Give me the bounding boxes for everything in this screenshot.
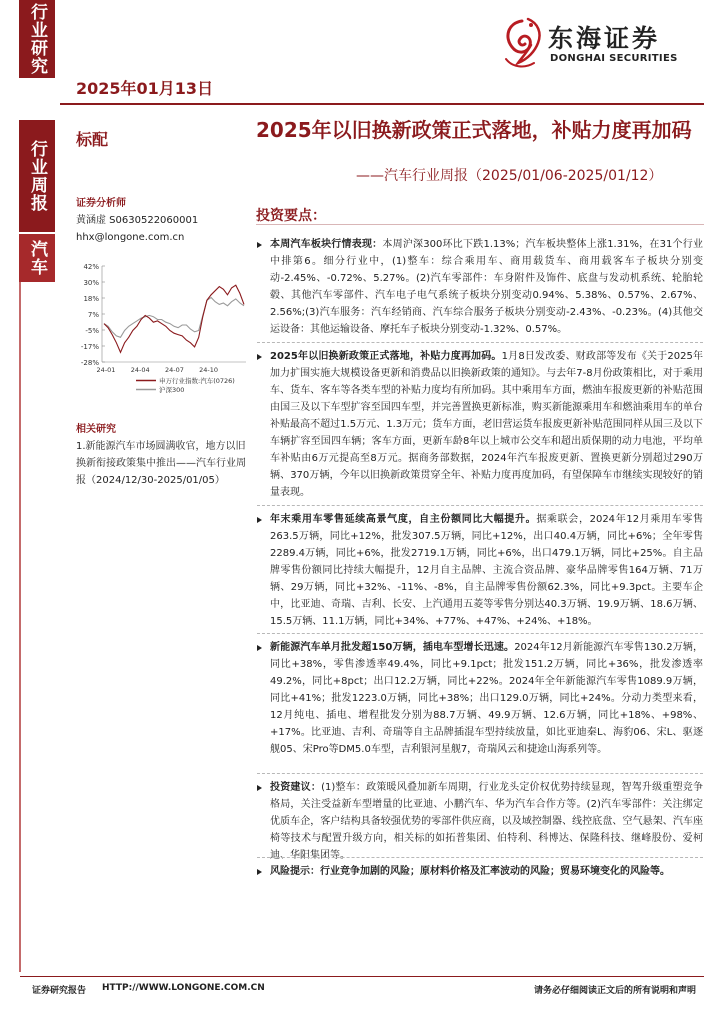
report-type-label: 行业周报 <box>27 140 47 212</box>
related-item: 1.新能源汽车市场圆满收官，地方以旧换新衔接政策集中推出——汽车行业周报（2024/12/30-2025/01/05） <box>76 441 246 486</box>
analyst-label: 证券分析师 <box>76 198 126 209</box>
key-points-rule <box>256 224 704 225</box>
section-divider <box>257 633 703 634</box>
section-heading: 本周汽车板块行情表现： <box>270 239 383 250</box>
side-rule <box>19 282 21 972</box>
analyst-email: hhx@longone.com.cn <box>76 232 185 243</box>
section-investment <box>257 779 703 864</box>
section-text: (1)整车：政策暖风叠加新车周期，行业龙头定价权优势持续显现，智驾升级重塑竞争格局，关注受益新车型增量的比亚迪、小鹏汽车、华为汽车合作方等。(2)汽车零部件：关注绑定优质车企，客户结构具备较强优势的零部件供应商，以及域控制器、线控底盘、空气悬架、汽车座椅等技术与配置升级方向，相关标的如拓普集团、伯特利、科博达、保隆科技、继峰股份、爱柯迪、华阳集团等。 <box>270 782 703 861</box>
section-heading: 年末乘用车零售延续高景气度，自主份额同比大幅提升。 <box>270 514 537 525</box>
series-line <box>104 298 244 338</box>
y-tick-label: 30% <box>83 279 99 287</box>
series-line <box>104 285 244 352</box>
y-tick-label: 7% <box>87 311 99 319</box>
report-title: 2025年以旧换新政策正式落地，补贴力度再加码 <box>256 118 692 142</box>
section-text: 1月8日发改委、财政部等发布《关于2025年加力扩围实施大规模设备更新和消费品以旧换新政策的通知》。与去年7-8月份政策相比，对于乘用车、货车、客车等各类车型的补贴力度均有所加码。其中乘用车方面，燃油车报废更新的补贴范围由国三及以下车型扩容至国四车型，并完善置换更新标准，购买新能源乘用车和燃油乘用车的单台补贴最高不超过1.5万元、1.3万元；货车方面，老旧营运货车报废更新补贴范围同样从国三及以下车辆扩容至国四车辆；客车方面，更新车龄8年以上城市公交车和超出质保期的动力电池，平均单车补贴由6万元提高至8万元。据商务部数据，2024年汽车报废更新、置换更新分别超过290万辆、370万辆，今年以旧换新政策贯穿全年、补贴力度再度加码，有望保障车市继续实现较好的销量表现。 <box>270 351 703 498</box>
y-tick-label: 18% <box>83 295 99 303</box>
section-nev <box>257 639 703 758</box>
y-tick-label: -17% <box>80 343 99 351</box>
logo-english-name: DONGHAI SECURITIES <box>550 53 678 64</box>
company-logo <box>498 15 703 75</box>
x-tick-label: 24-04 <box>130 366 150 374</box>
industry-label: 汽车 <box>27 240 47 276</box>
x-tick-label: 24-07 <box>164 366 184 374</box>
bullet-icon <box>257 645 262 651</box>
related-research <box>76 421 254 489</box>
analyst-block <box>76 195 198 246</box>
section-sales <box>257 511 703 630</box>
x-tick-label: 24-01 <box>96 366 116 374</box>
section-risk <box>257 863 703 880</box>
performance-chart <box>76 258 258 406</box>
report-subtitle: ——汽车行业周报（2025/01/06-2025/01/12） <box>356 168 663 184</box>
report-date: 2025年01月13日 <box>76 79 214 98</box>
bullet-icon <box>257 869 262 875</box>
bullet-icon <box>257 242 262 248</box>
section-text: 本周沪深300环比下跌1.13%；汽车板块整体上涨1.31%，在31个行业中排第6。细分行业中，(1)整车：综合乘用车、商用载货车、商用载客车子板块分别变动-2.45%、-0.72%、5.27%。(2)汽车零部件：车身附件及饰件、底盘与发动机系统、轮胎轮毂、其他汽车零部件、汽车电子电气系统子板块分别变动0.94%、5.38%、0.57%、2.67%、2.56%;(3)汽车服务：汽车经销商、汽车综合服务子板块分别变动-2.43%、-0.23%。(4)其他交运设备：其他运输设备、摩托车子板块分别变动-1.32%、0.57%。 <box>270 239 703 335</box>
industry-tab <box>19 234 55 282</box>
category-label: 行业研究 <box>27 3 47 75</box>
footer-rule <box>20 976 704 977</box>
x-tick-label: 24-10 <box>199 366 219 374</box>
legend-label: 申万行业指数:汽车(0726) <box>159 377 235 385</box>
dragon-logo-icon <box>498 15 546 71</box>
y-tick-label: -5% <box>85 327 99 335</box>
analyst-name: 黄涵虚 S0630522060001 <box>76 215 199 226</box>
section-text: 据乘联会，2024年12月乘用车零售263.5万辆，同比+12%，批发307.5万辆，同比+12%，出口40.4万辆，同比+6%；全年零售2289.4万辆，同比+6%，批发2719.1万辆，同比+6%，出口479.1万辆，同比+25%。自主品牌零售份额同比持续大幅提升，12月自主品牌、主流合资品牌、豪华品牌零售164万辆、71万辆、29万辆，同比+32%、-11%、-8%，自主品牌零售份额62.3%，同比+9.3pct。主要车企中，比亚迪、奇瑞、吉利、长安、上汽通用五菱等零售分别达40.3万辆、19.9万辆、18.6万辆、15.5万辆、11.1万辆，同比+34%、+77%、+47%、+24%、+18%。 <box>270 514 703 627</box>
section-policy <box>257 348 703 501</box>
logo-chinese-name: 东海证券 <box>548 24 661 53</box>
section-heading: 2025年以旧换新政策正式落地，补贴力度再加码。 <box>270 351 502 362</box>
section-divider <box>257 773 703 774</box>
header-divider <box>60 103 704 105</box>
section-text: 2024年12月新能源汽车零售130.2万辆，同比+38%，零售渗透率49.4%，同比+9.1pct；批发151.2万辆，同比+36%，批发渗透率49.2%，同比+8pct；出口12.2万辆，同比+22%。2024年全年新能源汽车零售1089.9万辆，同比+41%；批发1223.0万辆，同比+38%；出口129.0万辆，同比+24%。分动力类型来看，12月纯电、插电、增程批发分别为88.7万辆、49.9万辆、12.6万辆，同比+18%、+98%、+17%。比亚迪、吉利、奇瑞等自主品牌插混车型持续放量，如比亚迪秦L、海豹06、宋L、驱逐舰05、宋Pro等DM5.0车型，吉利银河星舰7，奇瑞风云和捷途山海系列等。 <box>270 642 703 755</box>
related-label: 相关研究 <box>76 424 116 435</box>
industry-rating: 标配 <box>76 130 109 149</box>
key-points-title: 投资要点： <box>256 208 326 224</box>
y-tick-label: -28% <box>80 359 99 367</box>
section-heading: 投资建议： <box>270 782 322 793</box>
section-divider <box>257 505 703 506</box>
section-divider <box>257 342 703 343</box>
section-heading: 新能源汽车单月批发超150万辆，插电车型增长迅速。 <box>270 642 515 653</box>
footer-disclaimer: 请务必仔细阅读正文后的所有说明和声明 <box>533 986 696 996</box>
bullet-icon <box>257 785 262 791</box>
bullet-icon <box>257 517 262 523</box>
section-heading: 风险提示：行业竞争加剧的风险；原材料价格及汇率波动的风险；贸易环境变化的风险等。 <box>270 866 670 877</box>
report-type-tab <box>19 120 55 232</box>
footer-left: 证券研究报告 <box>32 986 87 996</box>
footer-url[interactable]: HTTP://WWW.LONGONE.COM.CN <box>102 983 265 993</box>
bullet-icon <box>257 354 262 360</box>
section-market <box>257 236 703 338</box>
y-tick-label: 42% <box>83 263 99 271</box>
category-tab <box>19 0 55 78</box>
legend-label: 沪深300 <box>159 386 185 394</box>
section-divider <box>257 857 703 858</box>
